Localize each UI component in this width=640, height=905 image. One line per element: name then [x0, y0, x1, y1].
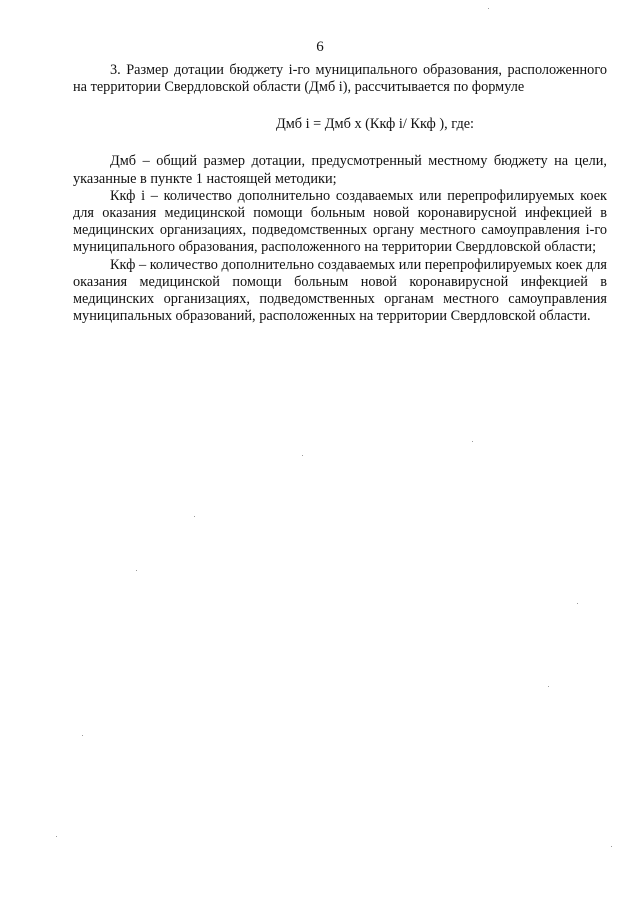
document-body: [73, 62, 607, 325]
scan-speck: [194, 516, 195, 517]
scan-speck: [302, 455, 303, 456]
paragraph-item-3: 3. Размер дотации бюджету i-го муниципального образования, расположенного на территории Свердловской области (Дмб i), рассчитывается по формуле: [73, 62, 607, 96]
definition-kkf-i: Ккф i – количество дополнительно создаваемых или перепрофилируемых коек для оказания медицинской помощи больным новой коронавирусной инфекцией в медицинских организациях, подведомственных органу местного самоуправления i-го муниципального образования, расположенного на территории Свердловской области;: [73, 187, 607, 256]
scan-speck: [56, 836, 57, 837]
page-number: 6: [316, 39, 324, 55]
scan-speck: [577, 603, 578, 604]
definition-kkf: Ккф – количество дополнительно создаваемых или перепрофилируемых коек для оказания медицинской помощи больным новой коронавирусной инфекцией в медицинских организациях, подведомственных органам местного самоуправления муниципальных образований, расположенных на территории Свердловской области.: [73, 256, 607, 325]
scan-speck: [472, 441, 473, 442]
formula: Дмб i = Дмб х (Ккф i/ Ккф ), где:: [275, 116, 475, 133]
scan-speck: [488, 8, 489, 9]
scan-speck: [82, 735, 83, 736]
scan-speck: [136, 570, 137, 571]
scan-speck: [548, 686, 549, 687]
definition-dmb: Дмб – общий размер дотации, предусмотренный местному бюджету на цели, указанные в пункте 1 настоящей методики;: [73, 153, 607, 187]
scan-speck: [611, 846, 612, 847]
